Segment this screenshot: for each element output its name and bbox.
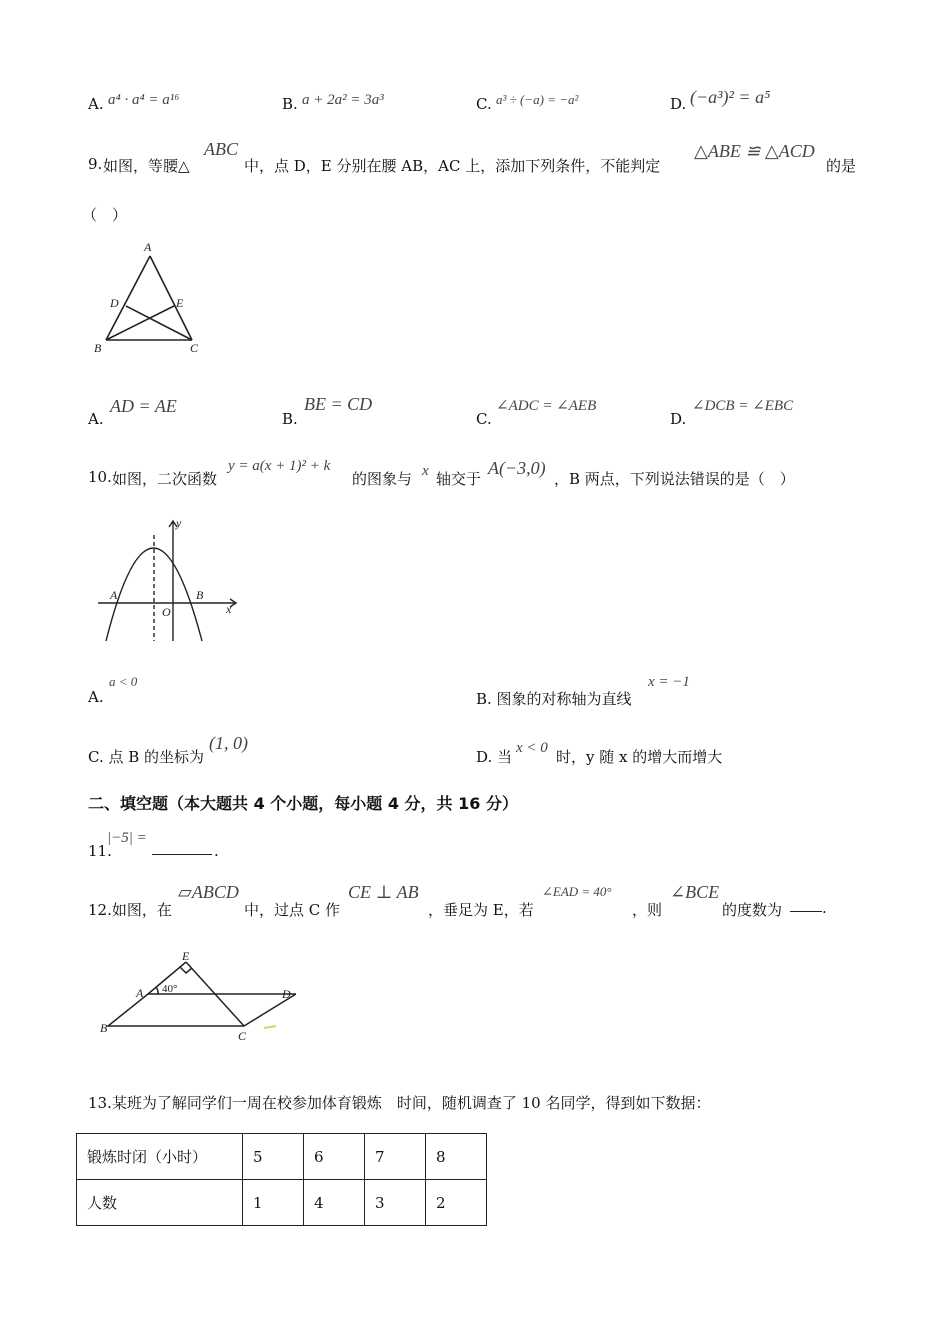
q8-option-d-letter: D. — [670, 95, 687, 113]
q10-label-y: y — [176, 516, 182, 530]
table-cell: 3 — [365, 1180, 426, 1226]
q10-math-point-a: A(−3,0) — [488, 458, 546, 478]
q9-math-congruence: △ABE ≌ △ACD — [694, 141, 815, 161]
q9-option-a-letter: A. — [88, 410, 104, 428]
q9-option-a-expr: AD = AE — [110, 396, 177, 416]
q11-expr: |−5| = — [107, 830, 147, 846]
q10-text-2: 的图象与 — [352, 470, 413, 488]
q12-text-1: 中，过点 C 作 — [244, 901, 341, 919]
q9-option-b-expr: BE = CD — [304, 394, 373, 414]
q9-option-b-letter: B. — [282, 410, 298, 428]
q12-text-0: 12.如图，在 — [88, 901, 172, 919]
q12-label-d: D — [282, 987, 291, 1001]
q9-label-b: B — [94, 341, 102, 355]
q12-text-3: ，则 — [632, 901, 663, 919]
q13-text: 13.某班为了解同学们一周在校参加体育锻炼 时间，随机调查了 10 名同学，得到如下数据： — [88, 1094, 711, 1112]
q8-option-b-expr: a + 2a² = 3a³ — [302, 92, 384, 108]
q8-option-d-expr: (−a³)² = a⁵ — [690, 87, 771, 107]
q10-option-d-text-1: D. 当 — [476, 748, 513, 766]
q8-option-c-letter: C. — [476, 95, 492, 113]
table-row — [77, 1134, 487, 1180]
q12-text-2: ，垂足为 E，若 — [428, 901, 534, 919]
q9-segment-cd — [126, 306, 192, 340]
q8-option-a-expr: a⁴ · a⁴ = a¹⁶ — [108, 92, 180, 108]
table-cell: 1 — [243, 1180, 304, 1226]
q11-answer-blank[interactable] — [152, 840, 212, 859]
q12-text-4: 的度数为 — [722, 901, 783, 919]
q8-option-c-expr: a³ ÷ (−a) = −a² — [496, 92, 579, 107]
q11-end: . — [214, 842, 219, 860]
q12-label-b: B — [100, 1021, 108, 1035]
table-cell: 2 — [426, 1180, 487, 1226]
table-header-cell: 人数 — [77, 1180, 243, 1226]
q10-parabola-figure — [96, 515, 246, 645]
q9-answer-paren: （ ） — [82, 206, 128, 224]
q10-option-c-expr: (1, 0) — [209, 733, 248, 753]
q9-label-e: E — [176, 296, 184, 310]
q10-text-4: ，B 两点，下列说法错误的是（ ） — [554, 470, 795, 488]
q10-label-x: x — [226, 602, 232, 616]
table-cell: 8 — [426, 1134, 487, 1180]
q9-option-c-expr: ∠ADC = ∠AEB — [496, 398, 597, 414]
q11-number: 11. — [88, 842, 112, 860]
q13-data-table — [76, 1133, 487, 1226]
q8-option-a-letter: A. — [88, 95, 104, 113]
q10-option-b-text: B. 图象的对称轴为直线 — [476, 690, 632, 708]
q12-angle-label: 40° — [162, 983, 178, 995]
q8-option-b-letter: B. — [282, 95, 298, 113]
q12-math-perpendicular: CE ⊥ AB — [348, 882, 419, 902]
q10-option-a-expr: a < 0 — [109, 674, 138, 689]
q9-segment-be — [106, 306, 174, 340]
q9-label-a: A — [144, 240, 152, 254]
q9-option-c-letter: C. — [476, 410, 492, 428]
table-cell: 4 — [304, 1180, 365, 1226]
q10-math-x: x — [422, 463, 429, 479]
q12-angle-arc — [156, 987, 158, 994]
table-cell: 7 — [365, 1134, 426, 1180]
q12-math-parallelogram: ▱ABCD — [178, 882, 239, 902]
q12-scan-mark — [264, 1026, 276, 1028]
q10-label-a: A — [110, 588, 118, 602]
q10-text-3: 轴交于 — [436, 470, 482, 488]
q12-label-e: E — [182, 950, 190, 963]
q12-answer-blank[interactable] — [790, 897, 822, 916]
q9-option-d-letter: D. — [670, 410, 687, 428]
q12-label-a: A — [136, 986, 144, 1000]
table-row — [77, 1180, 487, 1226]
q10-option-c-text: C. 点 B 的坐标为 — [88, 748, 205, 766]
q10-math-function: y = a(x + 1)² + k — [228, 458, 331, 474]
q10-label-o: O — [162, 605, 171, 619]
q12-math-angle-ead: ∠EAD = 40° — [542, 884, 612, 899]
q9-triangle-figure — [88, 238, 208, 358]
q10-option-a-letter: A. — [88, 688, 104, 706]
q10-number: 10. — [88, 468, 112, 486]
q10-option-b-expr: x = −1 — [648, 674, 690, 690]
q10-option-d-text-2: 时，y 随 x 的增大而增大 — [556, 748, 723, 766]
table-cell: 6 — [304, 1134, 365, 1180]
q9-label-d: D — [110, 296, 119, 310]
q9-number: 9. — [88, 155, 103, 173]
q9-text-1: 如图，等腰△ — [103, 157, 190, 175]
q10-option-d-expr: x < 0 — [516, 740, 548, 756]
q10-label-b: B — [196, 588, 204, 602]
table-header-cell: 锻炼时闭（小时） — [77, 1134, 243, 1180]
q9-text-3: 的是 — [826, 157, 857, 175]
q12-end: . — [822, 899, 827, 917]
q9-label-c: C — [190, 341, 199, 355]
q12-label-c: C — [238, 1029, 247, 1043]
section-2-title: 二、填空题（本大题共 4 个小题，每小题 4 分，共 16 分） — [88, 794, 518, 813]
q12-parallelogram-figure — [96, 950, 296, 1045]
table-cell: 5 — [243, 1134, 304, 1180]
q9-edge-ac — [150, 256, 192, 340]
q12-math-angle-bce: ∠BCE — [670, 882, 720, 902]
q12-right-angle-mark — [180, 967, 192, 973]
q9-math-abc: ABC — [204, 139, 238, 159]
q10-text-1: 如图，二次函数 — [112, 470, 218, 488]
q9-text-2: 中，点 D，E 分别在腰 AB，AC 上，添加下列条件，不能判定 — [244, 157, 661, 175]
q9-option-d-expr: ∠DCB = ∠EBC — [692, 398, 794, 414]
